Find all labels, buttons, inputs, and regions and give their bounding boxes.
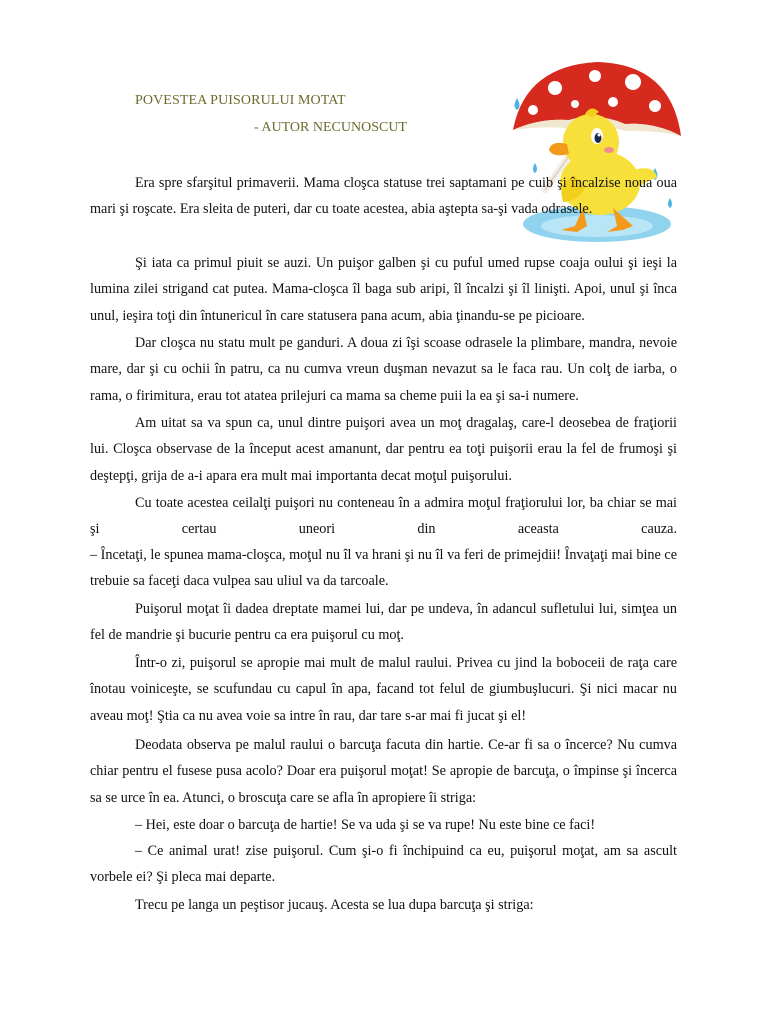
paragraph-dialogue: – Ce animal urat! zise puişorul. Cum şi-o fi închipuind ca eu, puişorul moţat, am sa ascult vorbele ei? Şi pleca mai departe. [90, 843, 677, 886]
paragraph: Cu toate acestea ceilalţi puişori nu conteneau în a admira moţul fraţiorului lor, ba chiar se mai şi certau uneori din aceasta cauza. [90, 495, 677, 538]
paragraph: Puişorul moţat îi dadea dreptate mamei lui, dar pe undeva, în adancul sufletului lui, simţea un fel de mandrie şi bucurie pentru ca era puişorul cu moţ. [90, 601, 677, 644]
paragraph: Era spre sfarşitul primaverii. Mama cloşca statuse trei saptamani pe cuib şi încalzise noua oua mari şi roşcate. Era sleita de puteri, dar cu toate acestea, abia aştepta sa-şi vada odrasele. [90, 175, 677, 218]
story-title: POVESTEA PUISORULUI MOTAT [135, 93, 346, 108]
paragraph-dialogue: – Hei, este doar o barcuţa de hartie! Se va uda şi se va rupe! Nu este bine ce faci! [135, 817, 596, 833]
paragraph: Deodata observa pe malul raului o barcuţa facuta din hartie. Ce-ar fi sa o încerce? Nu cumva chiar pentru el fusese pusa acolo? Doar era puişorul moţat! Se apropie de barcuţa, o împinse şi încerca sa se urce în ea. Atunci, o broscuţa care se afla în apropiere îi striga: [90, 737, 677, 806]
paragraph-dialogue: – Încetaţi, le spunea mama-cloşca, moţul nu îl va hrani şi nu îl va feri de primejdii! Învaţaţi mai bine ce trebuie sa faceţi daca vulpea sau uliul va da tarcoale. [90, 547, 677, 590]
paragraph: Trecu pe langa un peştisor jucauş. Acesta se lua dupa barcuţa şi striga: [135, 897, 534, 913]
story-author: - AUTOR NECUNOSCUT [254, 120, 407, 135]
paragraph: Într-o zi, puişorul se apropie mai mult de malul raului. Privea cu jind la bobocеii de raţa care înotau voiniceşte, se scufundau cu capul în apa, facand tot felul de giumbuşlucuri. Şi nici macar nu aveau moţ! Ştia ca nu avea voie sa intre în rau, dar tare s-ar mai fi jucat şi el! [90, 655, 677, 724]
paragraph: Dar cloşca nu statu mult pe ganduri. A doua zi îşi scoase odrasele la plimbare, mandra, nevoie mare, dar şi cu ochii în patru, ca nu cumva vreun duşman nevazut sa le faca rau. Un colţ de iarba, o rama, o firimitura, erau tot atatea prilejuri ca mama sa cheme puii la ea şi sa-i numere. [90, 335, 677, 404]
paragraph: Şi iata ca primul piuit se auzi. Un puişor galben şi cu puful umed rupse coaja oului şi ieşi la lumina zilei strigand cat putea. Mama-cloşca îl baga sub aripi, îl încalzi şi îl linişti. Apoi, unul şi înca unul, ieşira toţi din întunericul în care statusera pana acum, abia ţinandu-se pe picioare. [90, 255, 677, 324]
paragraph: Am uitat sa va spun ca, unul dintre puişori avea un moţ dragalaş, care-l deosebea de fraţiorii lui. Cloşca observase de la început acest amanunt, dar pentru ea toţi puişorii erau la fel de frumoşi şi deştepţi, grija de a-i apara era mult mai importanta decat moţul puişorului. [90, 415, 677, 484]
